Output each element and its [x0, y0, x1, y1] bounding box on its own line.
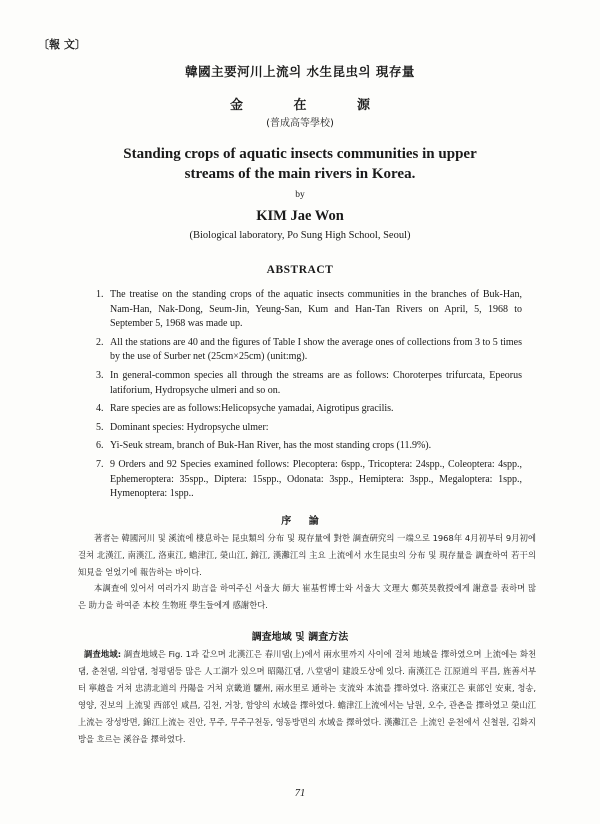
korean-affiliation: (普成高等學校) — [266, 118, 334, 129]
preface-heading: 序 論 — [281, 516, 319, 527]
abstract-item — [96, 421, 522, 436]
korean-author: 金 在 源 — [229, 98, 371, 113]
abstract-item-number: 2. — [96, 336, 104, 348]
preface-paragraph-1: 著者는 韓國河川 및 溪流에 棲息하는 昆虫類의 分布 및 現存量에 對한 調査硏究의 一端으로 1968年 4月初부터 9月初에 걸쳐 北漢江, 南漢江, 洛東江, 蟾津江, 榮山江, 錦江, 漢灘江의 主요 上流에서 水生昆虫의 分布 및 現存量을 調査하여 若干의 知見을 얻었기에 報告하는 바이다. — [78, 533, 536, 577]
method-text: 調査地域은 Fig. 1과 같으며 北漢江은 春川댐(上)에서 兩水里까지 사이에 걸쳐 地域을 擇하였으며 上流에는 화천댐, 춘천댐, 의암댐, 청평댐등 많은 人工湖가 있으며 昭陽江댐, 八堂댐이 建設도상에 있다. 南漢江은 江原道의 平昌, 旌善서부터 寧越을 거쳐 忠淸北道의 丹陽을 거쳐 京畿道 驪州, 兩水里로 通하는 支流와 本流를 擇하였다. 洛東江은 東部인 安東, 청송, 영양, 진보의 上流및 西部인 咸昌, 김천, 거창, 함양의 水域을 擇하였다. 蟾津江上流에서는 남원, 오수, 관촌을 擇하였고 榮山江上流는 장성방면, 錦江上流는 진안, 무주, 무주구천동, 영동방면의 水域을 擇하였다. 漢灘江은 上流인 운천에서 신철원, 김화지방을 흐르는 溪谷을 擇하였다. — [78, 649, 537, 744]
method-label: 調査地域: — [84, 649, 122, 659]
english-affiliation: (Biological laboratory, Po Sung High School, Seoul) — [189, 230, 411, 241]
abstract-item — [96, 439, 522, 454]
abstract-item — [96, 402, 522, 417]
abstract-item-number: 1. — [96, 289, 104, 300]
method-heading: 調査地域 및 調査方法 — [251, 632, 349, 643]
method-paragraph — [78, 646, 536, 747]
abstract-item-text: Dominant species: Hydropsyche ulmer: — [110, 421, 269, 433]
abstract-item-text: The treatise on the standing crops of the aquatic insects communities in the branches of Buk-Han, Nam-Han, Nak-Dong, Seum-Jin, Yeung-San, Kum and Han-Tan Rivers on April, 5, 1968 to September 5, 1968 was made up. — [110, 289, 522, 330]
english-title-line1: Standing crops of aquatic insects communities in upper — [123, 146, 477, 162]
abstract-item-number: 4. — [96, 403, 104, 415]
section-tag: 〔報 文〕 — [38, 38, 86, 51]
abstract-item — [96, 288, 522, 332]
preface-paragraph-2: 本調査에 있어서 여러가지 助言을 하여주신 서울大 師大 崔基哲博士와 서울大 文理大 鄭英昊敎授에게 謝意를 表하며 많은 助力을 하여준 本校 生物班 學生들에게 感謝한다. — [78, 583, 536, 610]
abstract-item-number: 6. — [96, 440, 104, 452]
abstract-item-text: In general-common species all through the streams are as follows: Choroterpes trifurcata, Epeorus latiforium, Hydropsyche ulmeri and so on. — [110, 369, 522, 396]
english-title — [0, 144, 600, 184]
page-number: 71 — [294, 788, 306, 799]
abstract-list — [96, 288, 522, 506]
abstract-item-number: 5. — [96, 421, 104, 433]
abstract-item — [96, 458, 522, 502]
abstract-item — [96, 336, 522, 365]
english-author: KIM Jae Won — [256, 208, 344, 224]
abstract-item-text: Rare species are as follows:Helicopsyche yamadai, Aigrotipus gracilis. — [110, 403, 394, 415]
by-line: by — [295, 190, 305, 200]
abstract-item — [96, 369, 522, 398]
abstract-item-number: 3. — [96, 369, 104, 381]
abstract-item-text: All the stations are 40 and the figures of Table I show the average ones of collections from 3 to 5 times by the use of Surber net (25cm×25cm) (unit:mg). — [110, 336, 522, 363]
abstract-item-text: Yi-Seuk stream, branch of Buk-Han River, has the most standing crops (11.9%). — [110, 440, 432, 452]
english-title-line2: streams of the main rivers in Korea. — [184, 166, 416, 182]
abstract-heading: ABSTRACT — [266, 264, 334, 276]
abstract-item-text: 9 Orders and 92 Species examined follows: Plecoptera: 6spp., Tricoptera: 24spp., Coleoptera: 4spp., Ephemeroptera: 35spp., Diptera: 15spp., Odonata: 3spp., Hemiptera: 3spp., Megaloptera: 1spp., Hymenoptera: 1spp.. — [110, 458, 522, 500]
abstract-item-number: 7. — [96, 458, 104, 470]
korean-title: 韓國主要河川上流의 水生昆虫의 現存量 — [185, 64, 415, 79]
